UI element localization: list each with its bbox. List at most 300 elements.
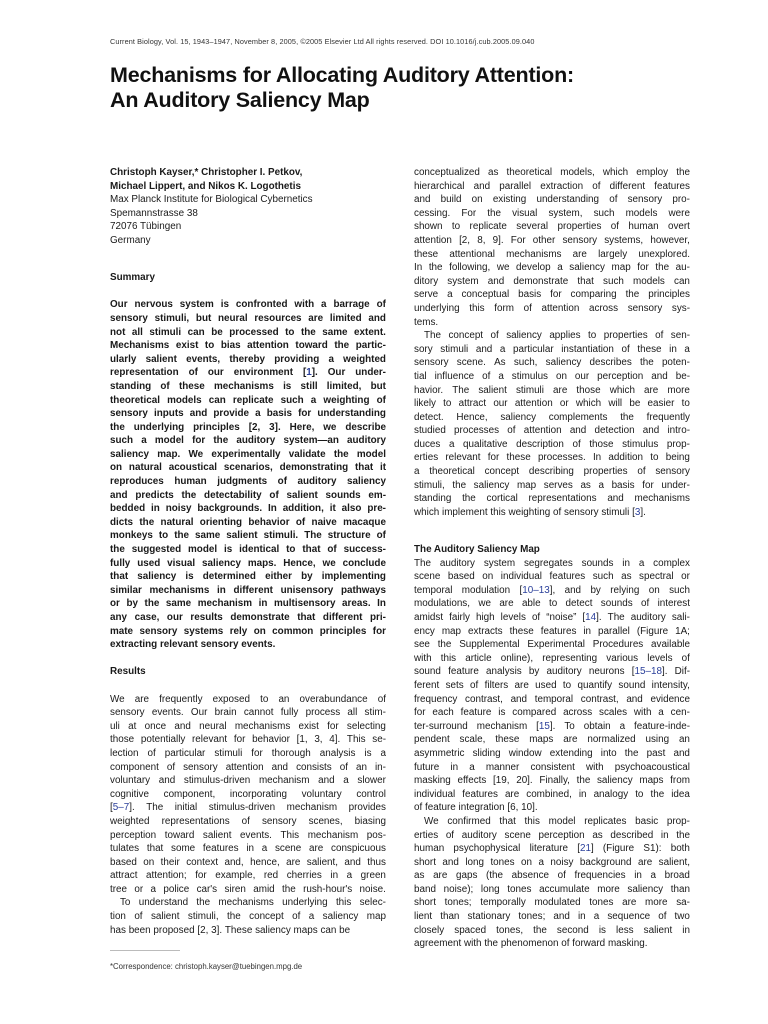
word: and, [224,856,244,868]
word: processes [454,425,500,437]
reference-number[interactable]: 21 [579,843,591,855]
word: the [640,357,654,369]
word: to [650,452,659,464]
word: map. [157,448,181,460]
word: and [368,312,386,324]
word: fully [280,707,299,719]
word: saliency [500,411,537,423]
word: properties [583,466,628,478]
word: system—an [283,435,339,447]
word: replicate [232,394,274,406]
word: salient [286,489,318,501]
word: obtain [583,720,611,732]
word: and [271,761,289,773]
word: mechanisms [213,380,274,392]
word: and [487,275,505,287]
reference-number[interactable]: 14 [585,612,597,623]
citation-link[interactable]: [10–13] [519,584,553,596]
word: theoretical [110,394,160,406]
word: systems, [604,234,644,246]
word: saliency [255,924,291,936]
word: on [482,571,494,583]
text-line [414,343,690,357]
word: theoretical [506,167,553,178]
text-line [414,288,690,302]
word: processes. [537,452,586,464]
word: pro- [672,194,690,206]
word: and [414,194,431,206]
text-line [414,506,690,520]
word: system, [548,207,583,219]
word: sounds [600,598,633,610]
word: ter-surround [414,720,468,732]
affiliation-block [110,193,386,247]
word: analogy [593,788,629,800]
model-validation-paragraph [414,815,690,951]
word: For [510,234,526,246]
word: Our [190,707,208,719]
word: closely [414,924,445,936]
word: attract [110,870,138,882]
word: fairly [449,612,470,623]
word: of [295,516,306,528]
word: past [646,747,666,759]
word: cannot [243,707,274,719]
word: using [645,734,670,746]
word: absence [511,870,550,882]
affiliation-line: 72076 Tübingen [110,221,182,233]
text-line [110,407,386,421]
text-line [110,869,386,883]
word: that [146,843,164,855]
word: as [488,167,499,178]
word: and [174,720,191,732]
text-line [414,193,690,207]
word: the [110,544,125,556]
word: contrast, [580,693,619,705]
word: In [414,262,423,274]
text-line [110,516,386,530]
word: of [658,911,667,923]
text-line [110,326,386,340]
word: success- [343,544,386,556]
word: properties [603,330,648,342]
word: scene [414,571,441,583]
word: at [128,720,137,732]
intro-paragraph [414,166,690,329]
word: events. [240,829,272,841]
word: fully [110,557,131,569]
word: is [224,544,233,556]
word: on [110,462,123,474]
word: and [673,747,690,759]
word: to [286,544,296,556]
citation-link[interactable]: [15] [536,720,553,732]
word: are [499,598,514,610]
word: model [356,448,386,460]
word: the [213,435,229,447]
word: both [670,843,690,855]
word: these [178,380,205,392]
word: police [163,883,190,895]
text-line [414,234,690,248]
word: hierarchical [414,180,465,192]
word: the [676,829,690,841]
word: which [602,167,629,178]
word: instantiation [561,343,614,355]
word: tree [110,883,128,895]
word: Our [327,367,346,379]
word: used [535,679,557,691]
word: consists [296,761,332,773]
word: common [272,625,314,637]
word: similar [110,584,142,596]
word: saliency [569,262,605,274]
word: and [564,584,582,596]
word: behavior [252,734,290,746]
summary-heading: Summary [110,272,156,284]
word: contrast, [465,693,503,705]
word: feature [425,802,456,814]
word: lient [414,911,433,923]
word: tial [414,370,427,382]
word: and [442,856,459,868]
word: a [447,289,453,301]
word: a [150,883,157,895]
word: system [483,557,516,569]
word: our [493,398,508,410]
word: conceptualized [414,167,480,178]
citation-link[interactable]: [3] [632,506,644,518]
word: of [592,180,601,192]
word: in [450,761,459,773]
word: analysis [486,666,522,678]
word: sys- [671,302,690,314]
word: consistent [530,761,575,773]
word: hence, [250,856,280,868]
word: compared [512,707,557,719]
word: and [651,370,668,382]
word: auditory [297,476,337,488]
text-line [110,720,386,734]
word: masking. [607,938,648,950]
word: attention [514,398,553,410]
word: basis [518,289,542,301]
word: lection [110,747,139,759]
word: article [465,652,492,664]
word: sound [618,679,646,691]
word: basis [266,408,292,420]
word: by [126,598,138,610]
word: background [579,856,632,868]
word: in [682,924,690,936]
word: or [681,571,690,583]
word: existing [492,194,527,206]
word: such [280,394,304,406]
word: rush-hour's [303,883,353,895]
word: those [589,438,614,450]
word: modulation [461,584,511,596]
word: exist [175,340,199,352]
word: determined [202,571,256,583]
word: qualitative [463,438,508,450]
text-line [414,869,690,883]
word: underlying [282,897,328,909]
text-line [414,275,690,289]
word: principles [319,625,367,637]
citation-link[interactable]: [1] [302,367,316,379]
word: the [334,340,350,352]
reference-number[interactable]: 15 [538,720,550,732]
word: with [414,652,432,664]
word: limited, [326,380,362,392]
word: available [651,639,690,651]
word: in [246,843,254,855]
word: short [414,856,436,868]
citation-link[interactable]: [15–18] [631,666,665,678]
word: we [322,557,336,569]
word: which [575,398,602,410]
word: levels [500,612,526,623]
word: implementing [321,571,386,583]
word: for [372,625,386,637]
word: processed [229,326,279,338]
reference-number[interactable]: 3 [634,506,641,518]
word: events, [186,353,221,365]
word: salient [150,911,180,923]
word: understanding [317,408,386,420]
word: such [669,584,690,596]
word: stimuli [214,747,243,759]
word: [10–13], [519,584,556,596]
word: mechanisms [218,897,274,909]
word: representation [110,367,179,379]
word: particular [513,343,554,355]
results-body [110,693,386,938]
word: The [304,530,322,542]
word: different [609,180,646,192]
word: complex [653,557,690,569]
citation-link[interactable]: [21] [577,843,594,855]
word: such, [513,357,538,369]
word: studied [414,425,446,437]
word: than [670,883,690,895]
citation-link[interactable]: [5–7] [110,802,132,814]
auditory-saliency-map-heading: The Auditory Saliency Map [414,544,540,556]
word: suggested [131,544,182,556]
word: the [300,326,316,338]
word: behavior [248,516,290,528]
word: features [202,843,239,855]
text-line [414,384,690,398]
word: tones [507,883,532,895]
word: understanding [536,194,600,206]
text-line [414,842,690,856]
word: provides [348,802,386,814]
word: accumulate [539,883,590,895]
word: of [147,747,156,759]
word: for [642,479,654,491]
word: 9]. [492,234,504,246]
word: such [592,571,614,583]
word: noise. [359,883,386,895]
word: experimentally [211,448,281,460]
reference-number[interactable]: 15–18 [634,666,662,678]
text-line [110,298,386,312]
text-line [414,424,690,438]
word: weighting [323,394,370,406]
word: addition [608,452,644,464]
word: weighted [343,353,386,365]
word: areas. [342,598,371,610]
word: attentional [449,248,495,260]
word: process [305,707,341,719]
word: were [668,207,690,219]
word: extent. [354,326,386,338]
word: this [335,897,352,909]
word: of [188,367,198,379]
correspondence-footnote: *Correspondence: christoph.kayser@tuebingen.mpg.de [110,962,303,971]
text-line [414,438,690,452]
text-line [110,774,386,788]
text-line [110,475,386,489]
word: are [308,312,324,324]
word: intro- [667,425,690,437]
reference-number[interactable]: 5–7 [112,802,130,814]
word: rely [229,625,248,637]
word: scales [599,707,628,719]
affiliation-line: Max Planck Institute for Biological Cybernetics [110,194,313,206]
word: component [110,761,159,773]
word: such [110,435,134,447]
word: either [265,571,292,583]
word: more [645,897,668,909]
word: individual [500,571,542,583]
word: [5–7]. [110,802,135,814]
word: of [327,544,337,556]
word: extracting [110,639,158,651]
word: build [440,194,462,206]
word: and [553,911,570,923]
word: a [593,911,600,923]
word: conspicuous [331,843,386,855]
word: perception [110,829,157,841]
word: in [151,503,160,515]
word: an [678,734,690,746]
word: shown [414,221,443,233]
word: brain [214,707,237,719]
word: same [322,326,348,338]
text-line [110,706,386,720]
word: stimulus-driven [208,802,276,814]
left-column [110,166,386,937]
word: for [251,747,263,759]
word: Supplemental [459,639,520,651]
word: agreement [414,938,462,950]
word: sensory [562,234,598,246]
word: by [590,584,601,596]
word: mechanisms [234,720,291,732]
word: on [521,856,533,868]
word: concept [249,911,284,923]
word: short [414,897,436,909]
reference-number[interactable]: 1 [306,367,312,379]
word: are [134,693,150,705]
word: on [555,370,567,382]
word: of [160,380,170,392]
word: those [576,384,601,396]
text-line [414,924,690,938]
word: provide [213,408,250,420]
word: than [440,911,460,923]
word: form [494,302,514,314]
word: sa- [676,897,690,909]
word: in [660,829,669,841]
word: maps [639,775,664,787]
word: These [224,924,253,936]
word: human [414,843,445,855]
word: pre- [367,503,386,515]
word: modulated [534,897,581,909]
word: are [309,843,324,855]
word: individual [414,788,456,800]
text-line [414,557,690,571]
text-line [110,693,386,707]
word: stimuli, [414,479,445,491]
word: extraction [540,180,584,192]
word: standing [414,493,452,505]
reference-number[interactable]: 10–13 [522,584,550,596]
text-line [414,883,690,897]
word: employ [636,167,669,178]
word: temporal [414,584,453,596]
word: stimulus-driven [183,775,251,787]
word: attention [225,761,264,773]
text-line [414,747,690,761]
word: more [597,883,620,895]
text-line [414,329,690,343]
word: toward [295,340,328,352]
word: We [424,815,439,827]
word: sets [445,679,464,691]
word: frequently [159,693,203,705]
word: we [323,421,337,433]
word: however, [650,234,690,246]
word: ferent [414,679,440,691]
word: in [330,870,339,882]
word: In [268,503,277,515]
word: underlying [414,302,460,314]
word: evidence [650,693,690,705]
word: serve [414,289,439,301]
text-line [110,788,386,802]
word: erties [414,829,439,841]
word: barrage [333,299,370,311]
word: features [540,625,577,637]
word: been [128,924,151,936]
word: a [308,911,315,923]
word: in [577,911,586,923]
word: human [174,476,207,488]
word: (Figure [636,625,669,637]
text-line [414,896,690,910]
word: an [355,761,367,773]
word: to [548,598,558,610]
citation-link[interactable]: [14] [582,612,599,623]
word: We [110,693,125,705]
word: macaque [343,516,386,528]
word: [19, [493,775,510,787]
